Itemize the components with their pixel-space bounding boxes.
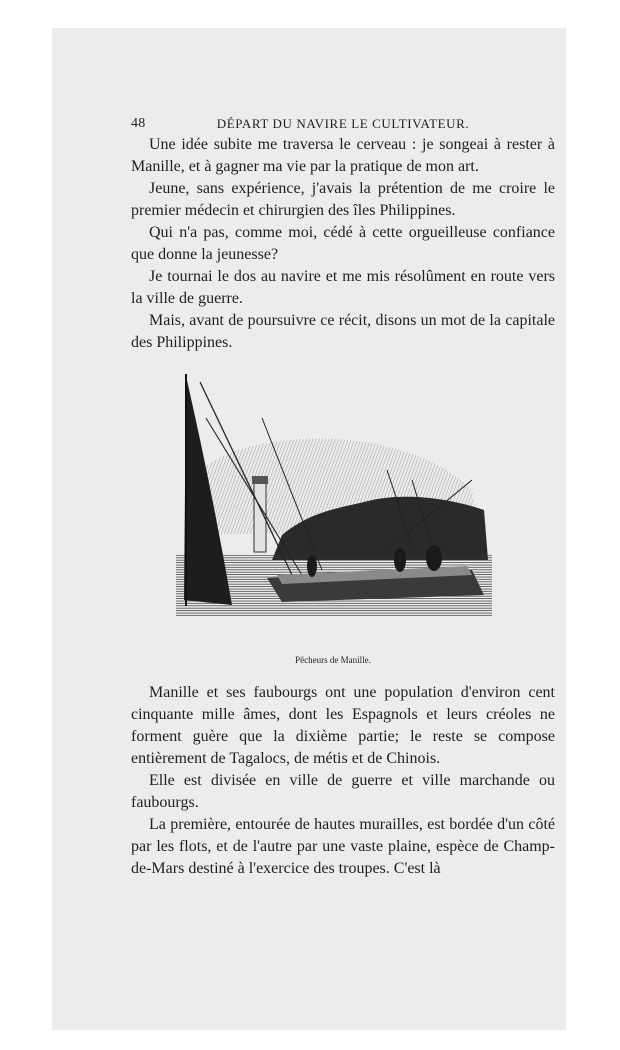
- engraving-illustration: [172, 370, 494, 652]
- vignette-edge: [176, 617, 492, 652]
- lighthouse-top: [252, 476, 268, 484]
- running-title: DÉPART DU NAVIRE LE CULTIVATEUR.: [216, 116, 470, 131]
- paragraph: Qui n'a pas, comme moi, cédé à cette orgueilleuse confiance que donne la jeunesse?: [131, 224, 555, 263]
- paragraph: La première, entourée de hautes murailles, est bordée d'un côté par les flots, et de l'autre par une vaste plaine, espèce de Champ-de-Mars destiné à l'exercice des troupes. C'est là: [131, 816, 555, 877]
- page-number: 48: [131, 116, 146, 131]
- fisherman: [394, 548, 406, 572]
- text-block-top: [131, 134, 555, 354]
- illustration-caption: Pêcheurs de Manille.: [295, 655, 371, 665]
- paragraph: Jeune, sans expérience, j'avais la prétention de me croire le premier médecin et chirurgien des îles Philippines.: [131, 180, 555, 219]
- paragraph: Une idée subite me traversa le cerveau : je songeai à rester à Manille, et à gagner ma vie par la pratique de mon art.: [131, 136, 555, 175]
- paragraph: Elle est divisée en ville de guerre et ville marchande ou faubourgs.: [131, 772, 555, 811]
- text-block-bottom: [131, 682, 555, 880]
- paragraph: Manille et ses faubourgs ont une population d'environ cent cinquante mille âmes, dont les Espagnols et leurs créoles ne forment guère que la dixième partie; le reste se compose entièrement de Tagalocs, de métis et de Chinois.: [131, 684, 555, 767]
- page-header: [131, 116, 555, 134]
- fisherman: [307, 555, 317, 577]
- paragraph: Je tournai le dos au navire et me mis résolûment en route vers la ville de guerre.: [131, 268, 555, 307]
- fisherman: [426, 545, 442, 571]
- paragraph: Mais, avant de poursuivre ce récit, disons un mot de la capitale des Philippines.: [131, 312, 555, 351]
